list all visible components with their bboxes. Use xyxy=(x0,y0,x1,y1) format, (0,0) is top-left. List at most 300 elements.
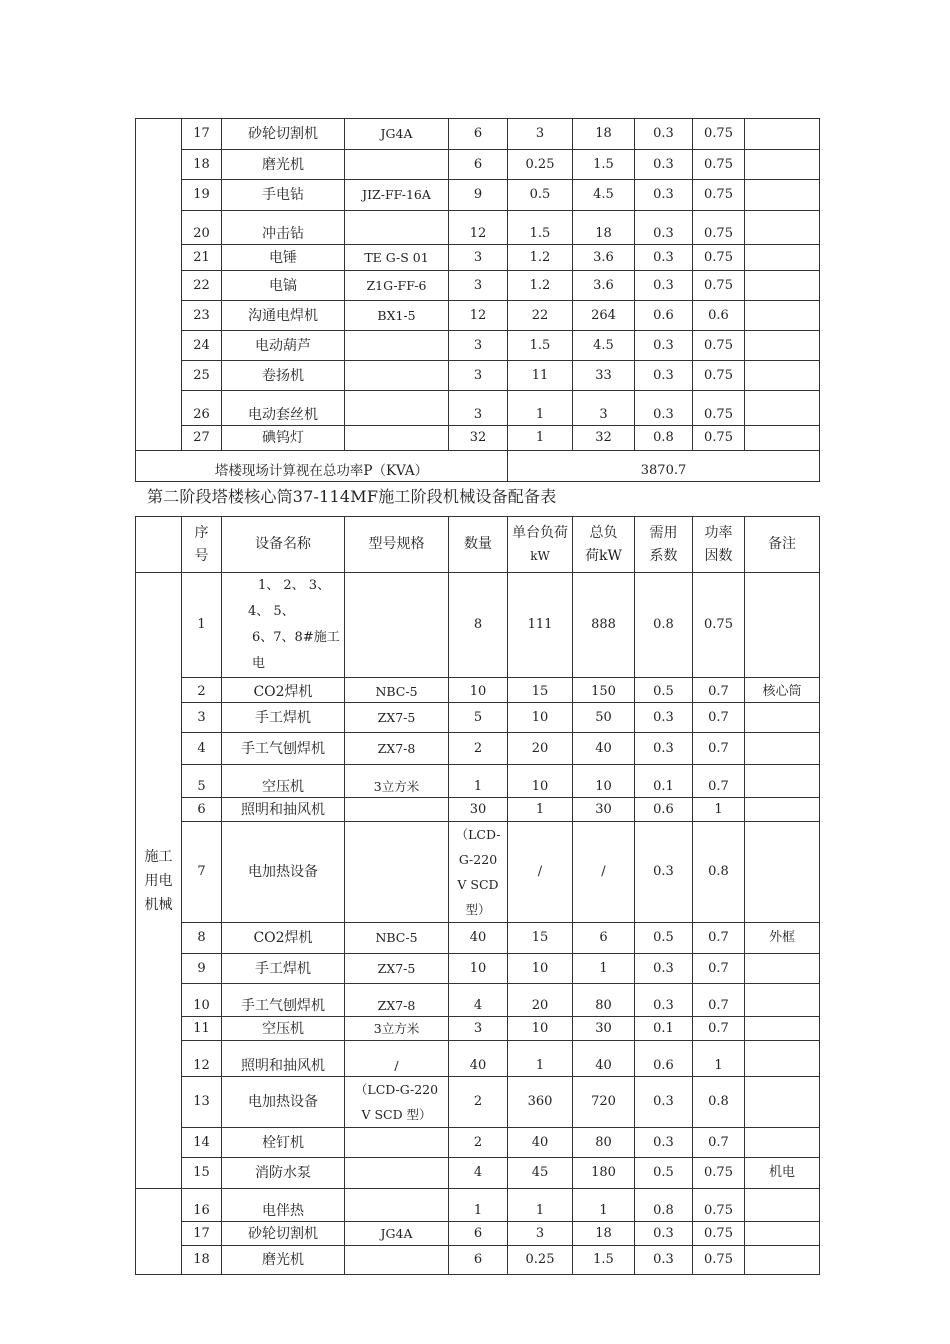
demand-factor: 0.6 xyxy=(635,798,693,822)
power-factor: 0.75 xyxy=(693,245,745,271)
note xyxy=(745,1041,820,1077)
model-spec: 3立方米 xyxy=(345,765,449,798)
total-load: 30 xyxy=(573,798,635,822)
table1-body xyxy=(136,119,820,482)
row-no: 15 xyxy=(182,1158,222,1189)
header-no: 序 号 xyxy=(182,517,222,573)
power-factor: 0.7 xyxy=(693,954,745,984)
total-load: 3 xyxy=(573,391,635,426)
demand-factor: 0.3 xyxy=(635,954,693,984)
note xyxy=(745,733,820,765)
table-row xyxy=(136,678,820,703)
table-caption: 第二阶段塔楼核心筒37-114MF施工阶段机械设备配备表 xyxy=(147,487,557,506)
model-spec: NBC-5 xyxy=(345,923,449,954)
demand-factor: 0.3 xyxy=(635,150,693,180)
power-factor: 0.75 xyxy=(693,180,745,211)
quantity: 1 xyxy=(449,765,508,798)
demand-factor: 0.3 xyxy=(635,1128,693,1158)
table-row xyxy=(136,180,820,211)
model-spec: ZX7-8 xyxy=(345,733,449,765)
model-spec xyxy=(345,798,449,822)
note xyxy=(745,426,820,451)
table-row xyxy=(136,1222,820,1246)
power-factor: 0.75 xyxy=(693,150,745,180)
note xyxy=(745,271,820,301)
unit-load: 0.5 xyxy=(508,180,573,211)
demand-factor: 0.6 xyxy=(635,1041,693,1077)
summary-value: 3870.7 xyxy=(508,451,820,482)
model-spec: Z1G-FF-6 xyxy=(345,271,449,301)
equipment-name: CO2焊机 xyxy=(222,923,345,954)
quantity: 1 xyxy=(449,1189,508,1222)
power-factor: 0.75 xyxy=(693,271,745,301)
total-load: 33 xyxy=(573,361,635,391)
power-factor: 0.75 xyxy=(693,119,745,150)
unit-load: 10 xyxy=(508,765,573,798)
note xyxy=(745,703,820,733)
note xyxy=(745,211,820,245)
demand-factor: 0.3 xyxy=(635,180,693,211)
quantity: （LCD-G-220 V SCD 型） xyxy=(449,822,508,923)
total-load: 264 xyxy=(573,301,635,331)
unit-load: 40 xyxy=(508,1128,573,1158)
model-spec xyxy=(345,331,449,361)
quantity: 12 xyxy=(449,301,508,331)
demand-factor: 0.3 xyxy=(635,703,693,733)
unit-load: 10 xyxy=(508,1017,573,1041)
category-cell xyxy=(136,119,182,451)
quantity: 2 xyxy=(449,733,508,765)
unit-load: 45 xyxy=(508,1158,573,1189)
power-factor: 0.75 xyxy=(693,211,745,245)
total-load: 18 xyxy=(573,119,635,150)
note xyxy=(745,1246,820,1275)
note xyxy=(745,822,820,923)
power-factor: 0.8 xyxy=(693,822,745,923)
quantity: 9 xyxy=(449,180,508,211)
total-load: 18 xyxy=(573,211,635,245)
equipment-name: 电动葫芦 xyxy=(222,331,345,361)
total-load: 3.6 xyxy=(573,271,635,301)
row-no: 26 xyxy=(182,391,222,426)
unit-load: 1 xyxy=(508,391,573,426)
quantity: 4 xyxy=(449,1158,508,1189)
quantity: 30 xyxy=(449,798,508,822)
equipment-name: 手工气刨焊机 xyxy=(222,733,345,765)
note xyxy=(745,984,820,1017)
row-no: 7 xyxy=(182,822,222,923)
row-no: 5 xyxy=(182,765,222,798)
row-no: 6 xyxy=(182,798,222,822)
model-spec: JG4A xyxy=(345,1222,449,1246)
model-spec: JG4A xyxy=(345,119,449,150)
unit-load: 1.2 xyxy=(508,245,573,271)
table-row xyxy=(136,1246,820,1275)
row-no: 12 xyxy=(182,1041,222,1077)
equipment-table-part1 xyxy=(135,118,820,482)
table-row xyxy=(136,301,820,331)
quantity: 40 xyxy=(449,1041,508,1077)
demand-factor: 0.3 xyxy=(635,984,693,1017)
row-no: 14 xyxy=(182,1128,222,1158)
power-factor: 0.75 xyxy=(693,1246,745,1275)
equipment-name: 空压机 xyxy=(222,765,345,798)
row-no: 18 xyxy=(182,150,222,180)
quantity: 3 xyxy=(449,391,508,426)
row-no: 9 xyxy=(182,954,222,984)
row-no: 11 xyxy=(182,1017,222,1041)
model-spec: （LCD-G-220 V SCD 型） xyxy=(345,1077,449,1128)
header-model: 型号规格 xyxy=(345,517,449,573)
quantity: 3 xyxy=(449,361,508,391)
demand-factor: 0.3 xyxy=(635,391,693,426)
unit-load: 10 xyxy=(508,954,573,984)
total-load: 10 xyxy=(573,765,635,798)
quantity: 10 xyxy=(449,678,508,703)
equipment-name: 手电钻 xyxy=(222,180,345,211)
total-load: 40 xyxy=(573,1041,635,1077)
note: 机电 xyxy=(745,1158,820,1189)
note xyxy=(745,361,820,391)
summary-row xyxy=(136,451,820,482)
power-factor: 1 xyxy=(693,798,745,822)
note xyxy=(745,1222,820,1246)
total-load: 40 xyxy=(573,733,635,765)
table-header-row xyxy=(136,517,820,573)
row-no: 10 xyxy=(182,984,222,1017)
demand-factor: 0.3 xyxy=(635,211,693,245)
note xyxy=(745,798,820,822)
quantity: 2 xyxy=(449,1077,508,1128)
model-spec xyxy=(345,426,449,451)
row-no: 18 xyxy=(182,1246,222,1275)
table-row xyxy=(136,119,820,150)
row-no: 1 xyxy=(182,573,222,678)
total-load: 1.5 xyxy=(573,1246,635,1275)
demand-factor: 0.3 xyxy=(635,822,693,923)
power-factor: 0.8 xyxy=(693,1077,745,1128)
demand-factor: 0.1 xyxy=(635,1017,693,1041)
quantity: 3 xyxy=(449,245,508,271)
demand-factor: 0.5 xyxy=(635,1158,693,1189)
table2-body xyxy=(136,517,820,1275)
total-load: 888 xyxy=(573,573,635,678)
equipment-name: 沟通电焊机 xyxy=(222,301,345,331)
table-row xyxy=(136,426,820,451)
note xyxy=(745,331,820,361)
power-factor: 0.7 xyxy=(693,1017,745,1041)
note: 核心筒 xyxy=(745,678,820,703)
quantity: 3 xyxy=(449,271,508,301)
unit-load: 1 xyxy=(508,1041,573,1077)
table-row xyxy=(136,1041,820,1077)
unit-load: 15 xyxy=(508,678,573,703)
table-row xyxy=(136,211,820,245)
power-factor: 0.75 xyxy=(693,1158,745,1189)
model-spec xyxy=(345,1246,449,1275)
power-factor: 0.7 xyxy=(693,1128,745,1158)
equipment-name: 栓钉机 xyxy=(222,1128,345,1158)
power-factor: 0.7 xyxy=(693,678,745,703)
demand-factor: 0.3 xyxy=(635,1077,693,1128)
power-factor: 1 xyxy=(693,1041,745,1077)
unit-load: 360 xyxy=(508,1077,573,1128)
note xyxy=(745,954,820,984)
demand-factor: 0.3 xyxy=(635,1246,693,1275)
power-factor: 0.75 xyxy=(693,426,745,451)
power-factor: 0.75 xyxy=(693,391,745,426)
row-no: 24 xyxy=(182,331,222,361)
power-factor: 0.75 xyxy=(693,573,745,678)
note xyxy=(745,1189,820,1222)
demand-factor: 0.3 xyxy=(635,1222,693,1246)
equipment-name: 电伴热 xyxy=(222,1189,345,1222)
demand-factor: 0.3 xyxy=(635,361,693,391)
row-no: 19 xyxy=(182,180,222,211)
table-row xyxy=(136,391,820,426)
row-no: 3 xyxy=(182,703,222,733)
quantity: 3 xyxy=(449,1017,508,1041)
demand-factor: 0.3 xyxy=(635,733,693,765)
note xyxy=(745,1077,820,1128)
equipment-name: 手工焊机 xyxy=(222,954,345,984)
equipment-name: 电加热设备 xyxy=(222,822,345,923)
quantity: 6 xyxy=(449,119,508,150)
category-cell: 施工 用电 机械 xyxy=(136,573,182,1189)
total-load: 4.5 xyxy=(573,331,635,361)
table-row xyxy=(136,573,820,678)
unit-load: 20 xyxy=(508,984,573,1017)
power-factor: 0.7 xyxy=(693,923,745,954)
table-row xyxy=(136,733,820,765)
power-factor: 0.6 xyxy=(693,301,745,331)
category-cell xyxy=(136,1189,182,1275)
power-factor: 0.75 xyxy=(693,1222,745,1246)
equipment-name: 电动套丝机 xyxy=(222,391,345,426)
unit-load: 11 xyxy=(508,361,573,391)
table-row xyxy=(136,798,820,822)
table-row xyxy=(136,822,820,923)
unit-load: 0.25 xyxy=(508,150,573,180)
demand-factor: 0.3 xyxy=(635,119,693,150)
model-spec xyxy=(345,150,449,180)
total-load: 32 xyxy=(573,426,635,451)
demand-factor: 0.3 xyxy=(635,331,693,361)
model-spec xyxy=(345,361,449,391)
header-qty: 数量 xyxy=(449,517,508,573)
note xyxy=(745,765,820,798)
unit-load: 20 xyxy=(508,733,573,765)
equipment-name: 卷扬机 xyxy=(222,361,345,391)
header-unit-load: 单台负荷 kW xyxy=(508,517,573,573)
equipment-name: 手工焊机 xyxy=(222,703,345,733)
total-load: 150 xyxy=(573,678,635,703)
power-factor: 0.7 xyxy=(693,984,745,1017)
equipment-name: 磨光机 xyxy=(222,1246,345,1275)
model-spec: / xyxy=(345,1041,449,1077)
power-factor: 0.7 xyxy=(693,765,745,798)
note xyxy=(745,119,820,150)
total-load: 80 xyxy=(573,984,635,1017)
power-factor: 0.7 xyxy=(693,733,745,765)
unit-load: / xyxy=(508,822,573,923)
header-blank xyxy=(136,517,182,573)
total-load: 30 xyxy=(573,1017,635,1041)
quantity: 8 xyxy=(449,573,508,678)
model-spec xyxy=(345,822,449,923)
quantity: 6 xyxy=(449,1246,508,1275)
summary-label: 塔楼现场计算视在总功率P（KVA） xyxy=(136,451,508,482)
row-no: 21 xyxy=(182,245,222,271)
table-row xyxy=(136,954,820,984)
demand-factor: 0.8 xyxy=(635,573,693,678)
table-row xyxy=(136,271,820,301)
model-spec xyxy=(345,211,449,245)
note xyxy=(745,1017,820,1041)
header-name: 设备名称 xyxy=(222,517,345,573)
header-total-load: 总负 荷kW xyxy=(573,517,635,573)
total-load: 4.5 xyxy=(573,180,635,211)
model-spec: NBC-5 xyxy=(345,678,449,703)
model-spec xyxy=(345,1128,449,1158)
table-row xyxy=(136,245,820,271)
equipment-name: 冲击钻 xyxy=(222,211,345,245)
equipment-name: 照明和抽风机 xyxy=(222,798,345,822)
demand-factor: 0.3 xyxy=(635,245,693,271)
demand-factor: 0.5 xyxy=(635,923,693,954)
model-spec xyxy=(345,573,449,678)
demand-factor: 0.1 xyxy=(635,765,693,798)
table-row xyxy=(136,1077,820,1128)
table-row xyxy=(136,923,820,954)
table-row xyxy=(136,703,820,733)
total-load: 50 xyxy=(573,703,635,733)
unit-load: 1 xyxy=(508,798,573,822)
equipment-name: 电镐 xyxy=(222,271,345,301)
table-row xyxy=(136,361,820,391)
unit-load: 1 xyxy=(508,1189,573,1222)
quantity: 10 xyxy=(449,954,508,984)
row-no: 16 xyxy=(182,1189,222,1222)
equipment-name: 1、 2、 3、 4、 5、 6、7、8#施工电 xyxy=(222,573,345,678)
demand-factor: 0.8 xyxy=(635,1189,693,1222)
table-row xyxy=(136,1128,820,1158)
model-spec xyxy=(345,1158,449,1189)
note xyxy=(745,180,820,211)
demand-factor: 0.5 xyxy=(635,678,693,703)
model-spec: TE G-S 01 xyxy=(345,245,449,271)
header-demand-factor: 需用 系数 xyxy=(635,517,693,573)
note xyxy=(745,391,820,426)
row-no: 25 xyxy=(182,361,222,391)
quantity: 32 xyxy=(449,426,508,451)
table-row xyxy=(136,150,820,180)
table-row xyxy=(136,331,820,361)
row-no: 22 xyxy=(182,271,222,301)
demand-factor: 0.8 xyxy=(635,426,693,451)
row-no: 23 xyxy=(182,301,222,331)
total-load: 180 xyxy=(573,1158,635,1189)
unit-load: 3 xyxy=(508,1222,573,1246)
equipment-name: 手工气刨焊机 xyxy=(222,984,345,1017)
table-row xyxy=(136,1017,820,1041)
demand-factor: 0.6 xyxy=(635,301,693,331)
note xyxy=(745,573,820,678)
header-note: 备注 xyxy=(745,517,820,573)
unit-load: 3 xyxy=(508,119,573,150)
model-spec: ZX7-8 xyxy=(345,984,449,1017)
note xyxy=(745,1128,820,1158)
unit-load: 22 xyxy=(508,301,573,331)
demand-factor: 0.3 xyxy=(635,271,693,301)
unit-load: 1.5 xyxy=(508,331,573,361)
row-no: 4 xyxy=(182,733,222,765)
note: 外框 xyxy=(745,923,820,954)
note xyxy=(745,301,820,331)
equipment-name: 磨光机 xyxy=(222,150,345,180)
power-factor: 0.75 xyxy=(693,331,745,361)
quantity: 2 xyxy=(449,1128,508,1158)
unit-load: 1 xyxy=(508,426,573,451)
total-load: 6 xyxy=(573,923,635,954)
equipment-name: CO2焊机 xyxy=(222,678,345,703)
quantity: 12 xyxy=(449,211,508,245)
equipment-name: 砂轮切割机 xyxy=(222,1222,345,1246)
model-spec: 3立方米 xyxy=(345,1017,449,1041)
total-load: / xyxy=(573,822,635,923)
total-load: 720 xyxy=(573,1077,635,1128)
row-no: 17 xyxy=(182,119,222,150)
row-no: 8 xyxy=(182,923,222,954)
total-load: 3.6 xyxy=(573,245,635,271)
model-spec xyxy=(345,1189,449,1222)
power-factor: 0.75 xyxy=(693,361,745,391)
total-load: 1.5 xyxy=(573,150,635,180)
model-spec: JIZ-FF-16A xyxy=(345,180,449,211)
table-row xyxy=(136,1158,820,1189)
row-no: 20 xyxy=(182,211,222,245)
unit-load: 1.2 xyxy=(508,271,573,301)
power-factor: 0.75 xyxy=(693,1189,745,1222)
quantity: 6 xyxy=(449,1222,508,1246)
model-spec xyxy=(345,391,449,426)
unit-load: 111 xyxy=(508,573,573,678)
total-load: 1 xyxy=(573,954,635,984)
equipment-name: 照明和抽风机 xyxy=(222,1041,345,1077)
quantity: 40 xyxy=(449,923,508,954)
unit-load: 10 xyxy=(508,703,573,733)
table-row xyxy=(136,1189,820,1222)
equipment-name: 砂轮切割机 xyxy=(222,119,345,150)
header-power-factor: 功率 因数 xyxy=(693,517,745,573)
quantity: 5 xyxy=(449,703,508,733)
unit-load: 15 xyxy=(508,923,573,954)
equipment-name: 电加热设备 xyxy=(222,1077,345,1128)
equipment-name: 电锤 xyxy=(222,245,345,271)
table-row xyxy=(136,765,820,798)
table-row xyxy=(136,984,820,1017)
row-no: 2 xyxy=(182,678,222,703)
total-load: 18 xyxy=(573,1222,635,1246)
model-spec: ZX7-5 xyxy=(345,703,449,733)
power-factor: 0.7 xyxy=(693,703,745,733)
equipment-table-stage2 xyxy=(135,516,820,1275)
total-load: 80 xyxy=(573,1128,635,1158)
row-no: 27 xyxy=(182,426,222,451)
note xyxy=(745,150,820,180)
quantity: 3 xyxy=(449,331,508,361)
equipment-name: 空压机 xyxy=(222,1017,345,1041)
